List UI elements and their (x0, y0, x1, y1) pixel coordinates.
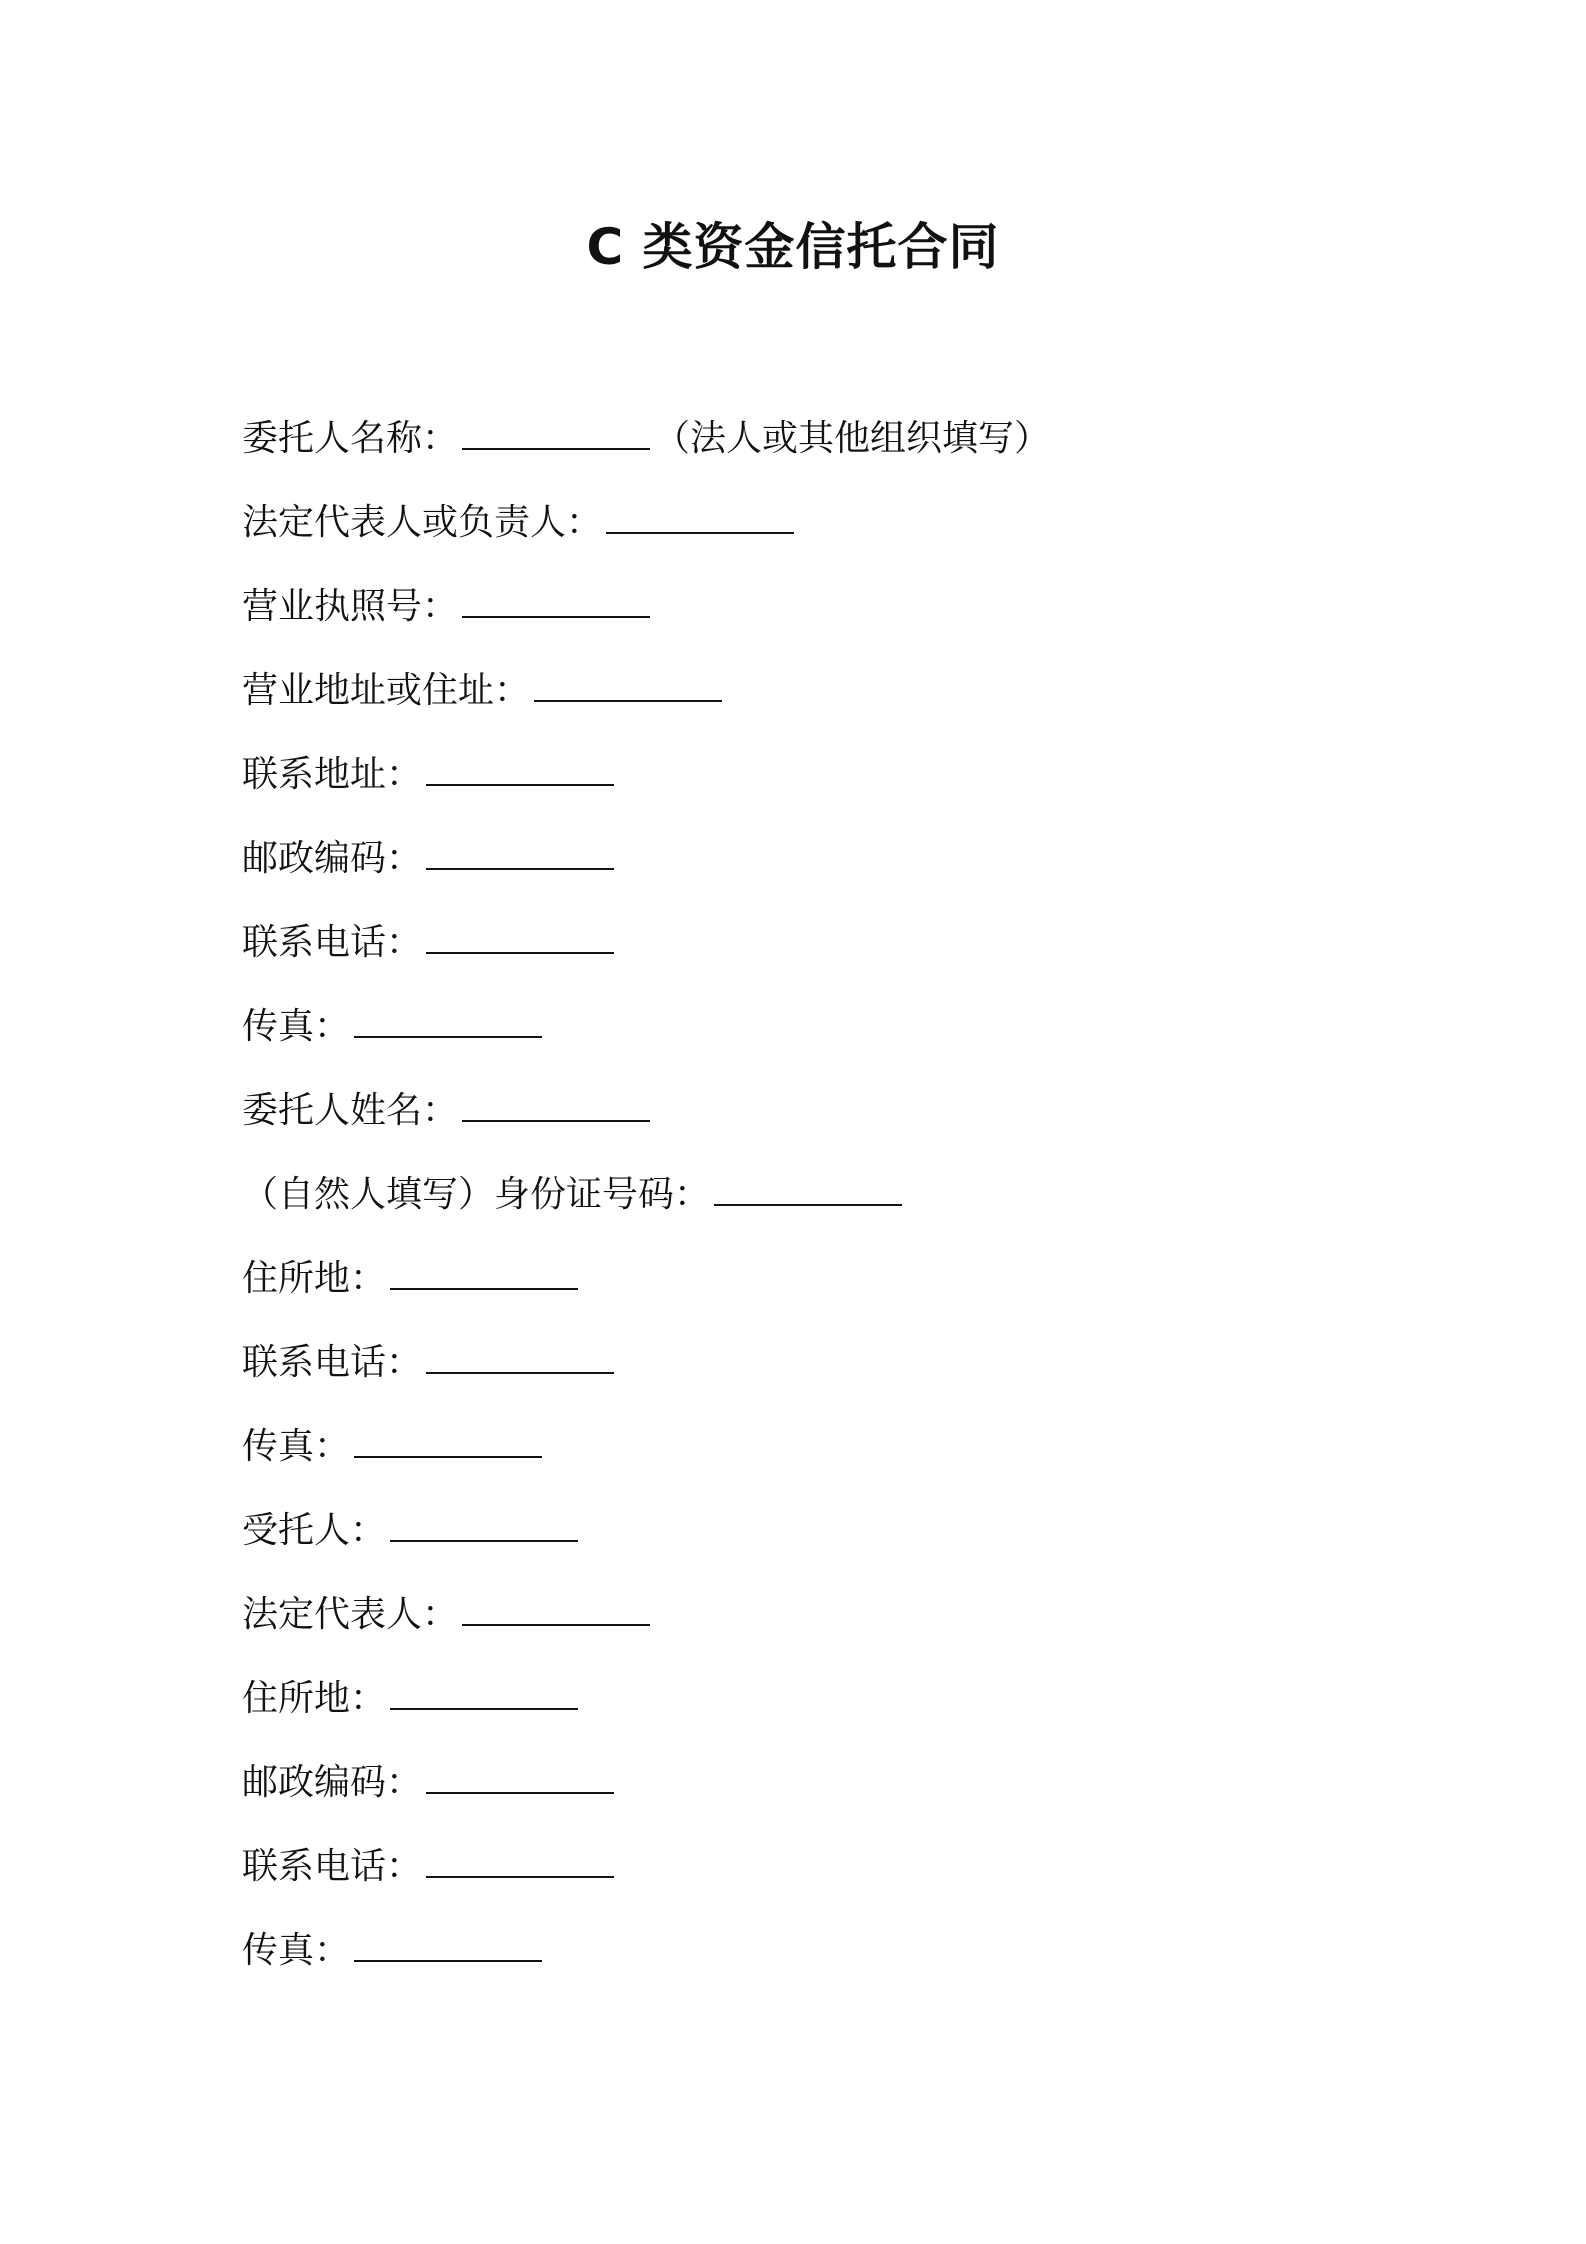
field-note: （法人或其他组织填写） (654, 418, 1051, 459)
fill-in-blank[interactable] (426, 1838, 614, 1878)
fill-in-blank[interactable] (606, 494, 794, 534)
field-label: 邮政编码： (242, 838, 423, 879)
fill-in-blank[interactable] (714, 1166, 902, 1206)
fill-in-blank[interactable] (390, 1670, 578, 1710)
field-fax (242, 998, 1392, 1082)
field-phone (242, 914, 1392, 998)
fill-in-blank[interactable] (426, 746, 614, 786)
field-postal-code (242, 830, 1392, 914)
field-trustee-fax (242, 1922, 1392, 2006)
field-legal-representative (242, 494, 1392, 578)
field-principal-person-name (242, 1082, 1392, 1166)
document-title: C 类资金信托合同 (586, 218, 1000, 276)
field-label: 传真： (242, 1930, 351, 1971)
fill-in-blank[interactable] (390, 1250, 578, 1290)
fill-in-blank[interactable] (534, 662, 722, 702)
field-id-number (242, 1166, 1392, 1250)
field-label: 住所地： (242, 1678, 387, 1719)
field-label: 法定代表人或负责人： (242, 502, 603, 543)
party-info-list (242, 410, 1392, 2006)
field-label: 传真： (242, 1426, 351, 1467)
field-label: 法定代表人： (242, 1594, 459, 1635)
field-principal-name (242, 410, 1392, 494)
field-trustee (242, 1502, 1392, 1586)
field-label: （自然人填写）身份证号码： (242, 1174, 711, 1215)
field-business-license-number (242, 578, 1392, 662)
field-label: 联系电话： (242, 1846, 423, 1887)
fill-in-blank[interactable] (354, 1922, 542, 1962)
field-trustee-residence (242, 1670, 1392, 1754)
fill-in-blank[interactable] (462, 1082, 650, 1122)
field-trustee-phone (242, 1838, 1392, 1922)
field-phone (242, 1334, 1392, 1418)
fill-in-blank[interactable] (462, 578, 650, 618)
fill-in-blank[interactable] (426, 914, 614, 954)
field-fax (242, 1418, 1392, 1502)
fill-in-blank[interactable] (354, 1418, 542, 1458)
fill-in-blank[interactable] (426, 830, 614, 870)
field-trustee-legal-representative (242, 1586, 1392, 1670)
field-label: 住所地： (242, 1258, 387, 1299)
fill-in-blank[interactable] (462, 1586, 650, 1626)
field-label: 联系电话： (242, 922, 423, 963)
field-business-address (242, 662, 1392, 746)
field-label: 传真： (242, 1006, 351, 1047)
field-contact-address (242, 746, 1392, 830)
fill-in-blank[interactable] (390, 1502, 578, 1542)
field-label: 委托人姓名： (242, 1090, 459, 1131)
field-residence (242, 1250, 1392, 1334)
field-label: 邮政编码： (242, 1762, 423, 1803)
fill-in-blank[interactable] (426, 1754, 614, 1794)
field-label: 营业地址或住址： (242, 670, 531, 711)
field-trustee-postal-code (242, 1754, 1392, 1838)
field-label: 受托人： (242, 1510, 387, 1551)
fill-in-blank[interactable] (462, 410, 650, 450)
fill-in-blank[interactable] (426, 1334, 614, 1374)
fill-in-blank[interactable] (354, 998, 542, 1038)
field-label: 联系电话： (242, 1342, 423, 1383)
field-label: 联系地址： (242, 754, 423, 795)
field-label: 营业执照号： (242, 586, 459, 627)
field-label: 委托人名称： (242, 418, 459, 459)
